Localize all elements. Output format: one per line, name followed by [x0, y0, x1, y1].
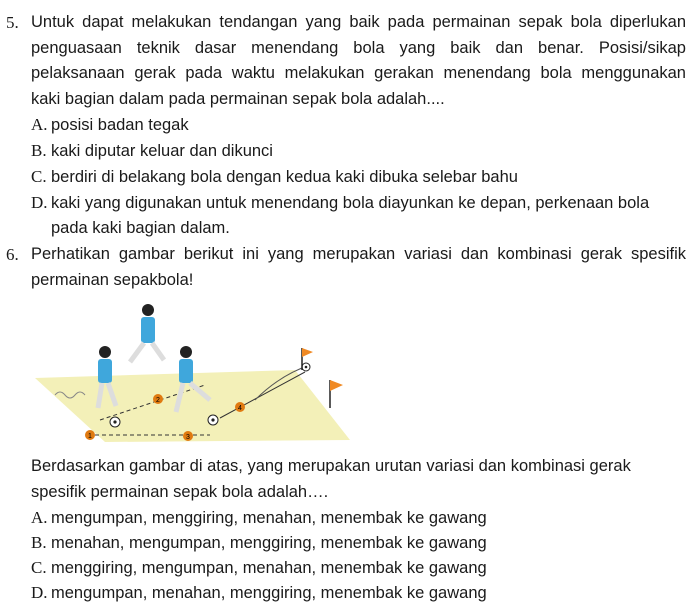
option-d-continuation: pada kaki bagian dalam. — [51, 219, 230, 237]
option-letter: C. — [31, 167, 47, 186]
ball-icon — [208, 415, 218, 425]
option-letter: B. — [31, 141, 47, 160]
ball-icon — [110, 417, 120, 427]
option-d[interactable] — [31, 190, 649, 217]
option-d[interactable] — [31, 580, 487, 607]
option-b[interactable] — [31, 138, 273, 165]
option-text: menggiring, mengumpan, menahan, menembak ke gawang — [51, 559, 487, 577]
option-letter: A. — [31, 115, 48, 134]
soccer-drill-illustration — [30, 300, 360, 448]
question-prompt-line: spesifik permainan sepak bola adalah…. — [31, 483, 329, 501]
option-letter: B. — [31, 533, 47, 552]
option-text: mengumpan, menahan, menggiring, menembak ke gawang — [51, 584, 487, 602]
question-line: Untuk dapat melakukan tendangan yang baik pada permainan sepak bola diperlukan — [31, 13, 686, 31]
question-line: permainan sepakbola! — [31, 270, 194, 289]
question-text — [31, 242, 686, 293]
step-marker-1 — [85, 430, 95, 440]
option-letter: A. — [31, 508, 48, 527]
question-number: 5. — [6, 13, 19, 32]
step-marker-3 — [183, 431, 193, 441]
option-text: berdiri di belakang bola dengan kedua kaki dibuka selebar bahu — [51, 168, 518, 186]
question-number: 6. — [6, 245, 19, 264]
option-c[interactable] — [31, 555, 487, 582]
option-text: kaki diputar keluar dan dikunci — [51, 142, 273, 160]
question-prompt-line: Berdasarkan gambar di atas, yang merupakan urutan variasi dan kombinasi gerak — [31, 457, 631, 475]
option-letter: D. — [31, 193, 48, 212]
option-a[interactable] — [31, 112, 189, 139]
corner-flag-icon — [330, 380, 343, 408]
question-line: pelaksanaan gerak pada waktu melakukan gerakan menendang bola menggunakan — [31, 64, 686, 82]
option-letter: C. — [31, 558, 47, 577]
step-marker-2 — [153, 394, 163, 404]
ball-icon — [302, 363, 310, 371]
step-marker-4 — [235, 402, 245, 412]
question-text — [31, 10, 686, 112]
question-line: penguasaan teknik dasar menendang bola yang baik dan benar. Posisi/sikap — [31, 38, 686, 57]
player-figure — [130, 304, 164, 362]
option-text: posisi badan tegak — [51, 116, 189, 134]
option-letter: D. — [31, 583, 48, 602]
svg-text:4: 4 — [238, 405, 242, 412]
option-text: menahan, mengumpan, menggiring, menembak ke gawang — [51, 534, 487, 552]
option-text: kaki yang digunakan untuk menendang bola diayunkan ke depan, perkenaan bola — [51, 194, 650, 212]
option-a[interactable] — [31, 505, 487, 532]
svg-text:2: 2 — [156, 397, 160, 404]
option-b[interactable] — [31, 530, 487, 557]
question-line: kaki bagian dalam pada permainan sepak bola adalah.... — [31, 89, 445, 108]
svg-text:1: 1 — [88, 433, 92, 440]
svg-text:3: 3 — [186, 434, 190, 441]
question-line: Perhatikan gambar berikut ini yang merupakan variasi dan kombinasi gerak spesifik — [31, 245, 686, 263]
option-c[interactable] — [31, 164, 518, 191]
option-text: mengumpan, menggiring, menahan, menembak ke gawang — [51, 509, 487, 527]
